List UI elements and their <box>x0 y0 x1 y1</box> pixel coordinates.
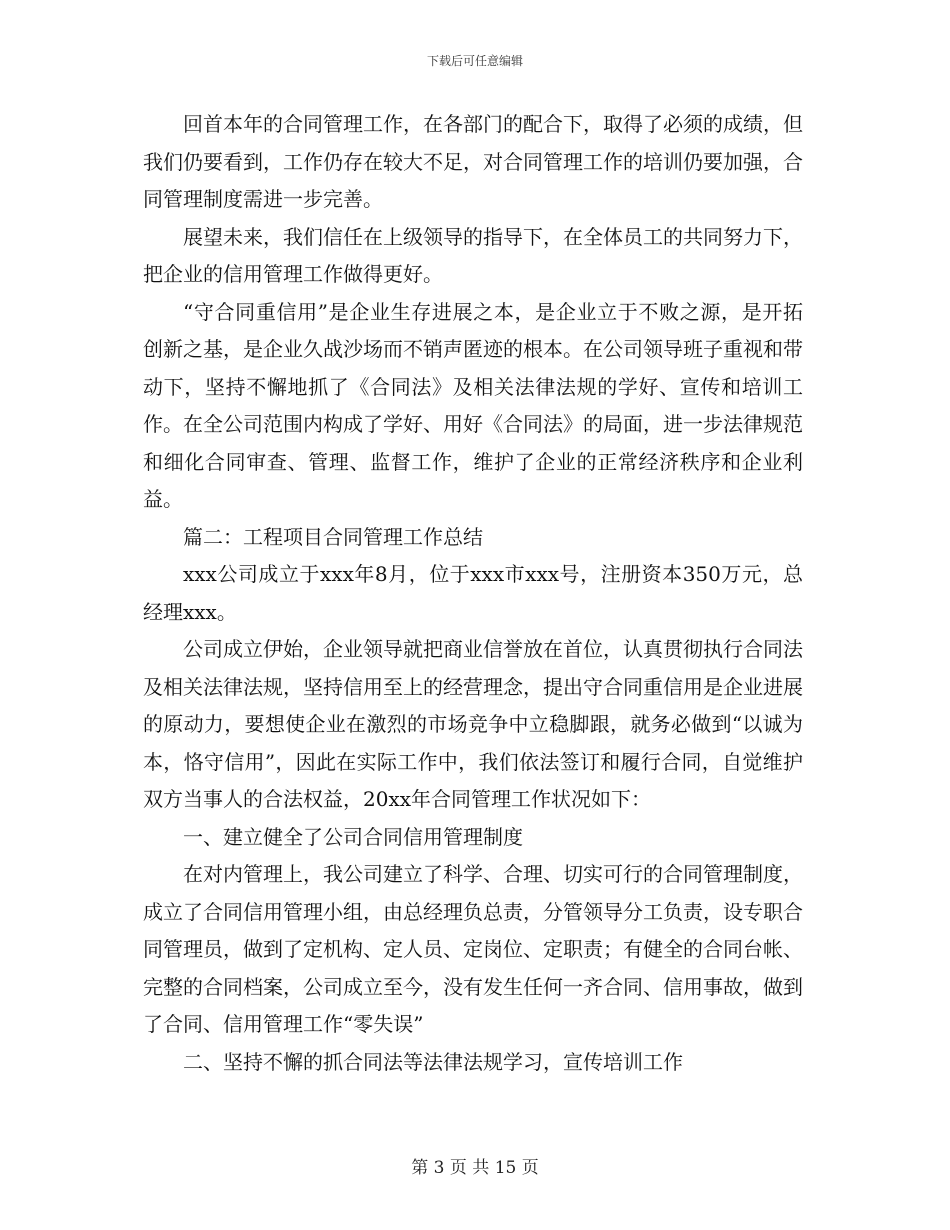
subheading-1: 一、建立健全了公司合同信用管理制度 <box>183 824 523 849</box>
page-header: 下载后可任意编辑 <box>426 54 523 68</box>
paragraph-3: “守合同重信用”是企业生存进展之本，是企业立于不败之源，是开拓创新之基，是企业久战沙场而不销声匿迹的根本。在公司领导班子重视和带动下，坚持不懈地抓了《合同法》及相关法律法规的学好、宣传和培训工作。在全公司范围内构成了学好、用好《合同法》的局面，进一步法律规范和细化合同审查、管理、监督工作，维护了企业的正常经济秩序和企业利益。 <box>143 299 803 511</box>
paragraph-internal-management: 在对内管理上，我公司建立了科学、合理、切实可行的合同管理制度，成立了合同信用管理小组，由总经理负总责，分管领导分工负责，设专职合同管理员，做到了定机构、定人员、定岗位、定职责；有健全的合同台帐、完整的合同档案，公司成立至今，没有发生任何一齐合同、信用事故，做到了合同、信用管理工作“零失误” <box>143 862 803 1036</box>
paragraph-1: 回首本年的合同管理工作，在各部门的配合下，取得了必须的成绩，但我们仍要看到，工作仍存在较大不足，对合同管理工作的培训仍要加强，合同管理制度需进一步完善。 <box>143 112 803 211</box>
page-number: 第 3 页 共 15 页 <box>411 1158 539 1178</box>
subheading-2: 二、坚持不懈的抓合同法等法律法规学习，宣传培训工作 <box>183 1049 683 1074</box>
paragraph-2: 展望未来，我们信任在上级领导的指导下，在全体员工的共同努力下，把企业的信用管理工作做得更好。 <box>143 224 803 286</box>
section-heading-2: 篇二：工程项目合同管理工作总结 <box>183 524 483 549</box>
paragraph-company-intro: xxx公司成立于xxx年8月，位于xxx市xxx号，注册资本350万元，总经理xxx。 <box>143 562 803 624</box>
document-body <box>143 106 803 1081</box>
paragraph-company-principles: 公司成立伊始，企业领导就把商业信誉放在首位，认真贯彻执行合同法及相关法律法规，坚持信用至上的经营理念，提出守合同重信用是企业进展的原动力，要想使企业在激烈的市场竞争中立稳脚跟，就务必做到“以诚为本，恪守信用”，因此在实际工作中，我们依法签订和履行合同，自觉维护双方当事人的合法权益，20xx年合同管理工作状况如下： <box>143 637 803 811</box>
